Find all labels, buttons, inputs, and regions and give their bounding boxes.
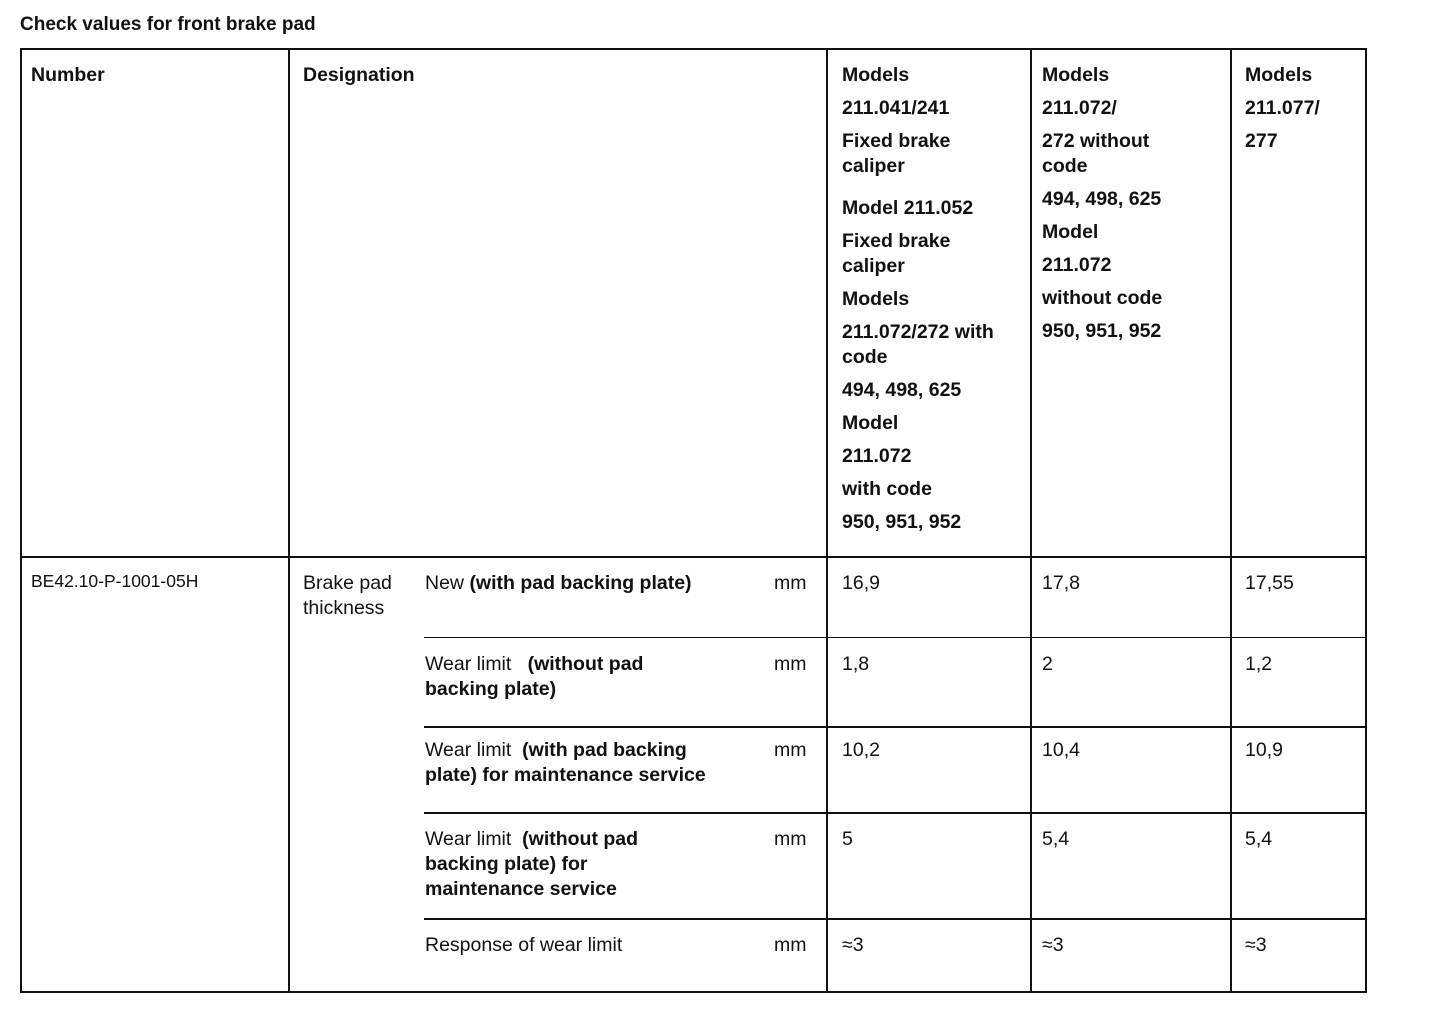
page-title: Check values for front brake pad <box>20 14 316 35</box>
table-bottom-border <box>20 991 1367 993</box>
row-label-response-of-wear-limit: Response of wear limit <box>425 934 623 956</box>
header-bottom-border <box>20 556 1367 558</box>
column-divider-designation <box>826 48 828 993</box>
header-designation: Designation <box>303 64 415 86</box>
value-cell: ≈3 <box>1245 934 1267 956</box>
value-cell: 5 <box>842 828 853 850</box>
column-divider-col1 <box>1030 48 1032 993</box>
value-cell: 5,4 <box>1042 828 1070 850</box>
value-cell: 10,4 <box>1042 739 1080 761</box>
part-number: BE42.10-P-1001-05H <box>31 571 199 591</box>
value-cell: 5,4 <box>1245 828 1273 850</box>
header-number: Number <box>31 64 105 86</box>
row-unit: mm <box>774 828 807 850</box>
row-unit: mm <box>774 572 807 594</box>
table-right-border <box>1365 48 1367 993</box>
value-cell: 16,9 <box>842 572 880 594</box>
header-models-col1: Models 211.041/241 Fixed brake caliper Model 211.052 Fixed brake caliper Models 211.072/272 with code 494, 498, 625 Model 211.072 with code 950, 951, 952 <box>842 64 994 533</box>
value-cell: 1,2 <box>1245 653 1273 675</box>
row-separator-4 <box>424 918 1367 920</box>
row-label-wear-limit-without-pad: Wear limit (without pad backing plate) <box>425 653 644 700</box>
row-unit: mm <box>774 739 807 761</box>
value-cell: 17,8 <box>1042 572 1080 594</box>
designation-group: Brake pad thickness <box>303 572 392 619</box>
row-separator-1 <box>424 637 1367 638</box>
value-cell: 10,2 <box>842 739 880 761</box>
row-unit: mm <box>774 934 807 956</box>
row-label-wear-limit-without-pad-maintenance: Wear limit (without pad backing plate) for maintenance service <box>425 828 639 900</box>
row-separator-2 <box>424 726 1367 728</box>
row-unit: mm <box>774 653 807 675</box>
table-top-border <box>20 48 1367 50</box>
value-cell: 17,55 <box>1245 572 1294 594</box>
value-cell: ≈3 <box>1042 934 1064 956</box>
value-cell: 10,9 <box>1245 739 1283 761</box>
value-cell: 1,8 <box>842 653 870 675</box>
row-separator-3 <box>424 812 1367 814</box>
header-models-col2: Models 211.072/ 272 without code 494, 498, 625 Model 211.072 without code 950, 951, 952 <box>1042 64 1163 342</box>
value-cell: ≈3 <box>842 934 864 956</box>
row-label-new: New (with pad backing plate) <box>425 572 692 594</box>
value-cell: 2 <box>1042 653 1053 675</box>
row-label-wear-limit-with-pad-maintenance: Wear limit (with pad backing plate) for maintenance service <box>425 739 706 786</box>
column-divider-number <box>288 48 290 993</box>
table-left-border <box>20 48 22 993</box>
header-models-col3: Models 211.077/ 277 <box>1245 64 1320 152</box>
check-values-table <box>20 48 1367 993</box>
column-divider-col2 <box>1230 48 1232 993</box>
